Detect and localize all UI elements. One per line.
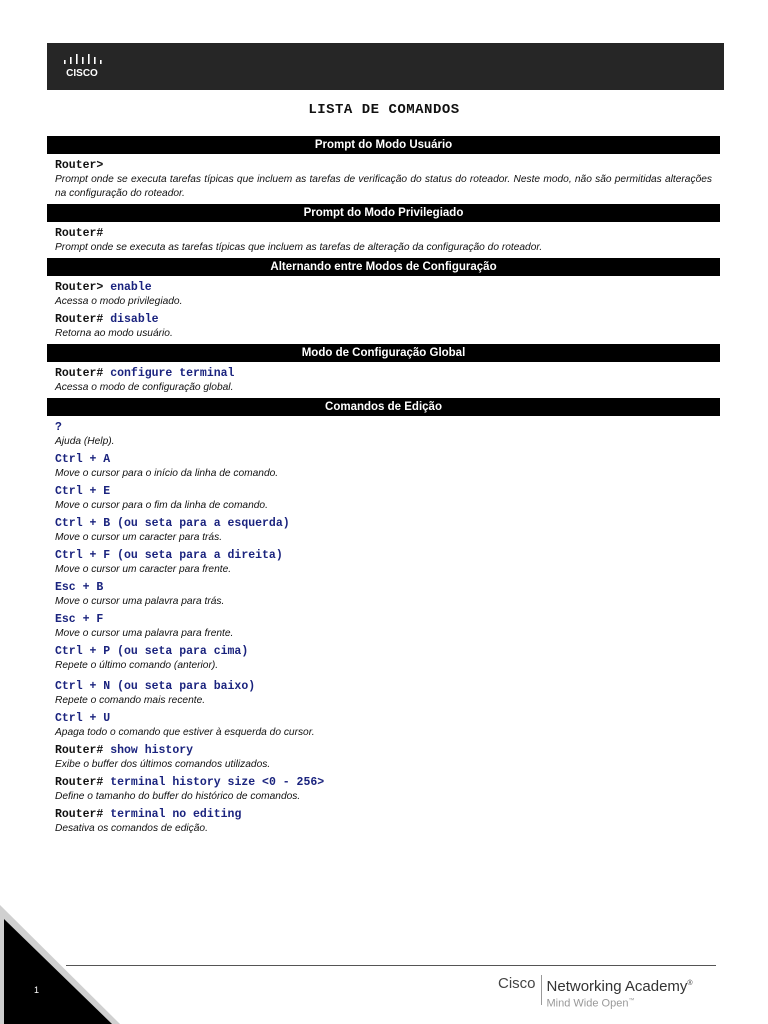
- command-description: Repete o comando mais recente.: [55, 695, 206, 706]
- command-entry: [55, 280, 712, 309]
- command-description: Move o cursor para o fim da linha de comando.: [55, 500, 268, 511]
- command-entry: [55, 711, 712, 740]
- command-prompt: Router#: [55, 227, 104, 240]
- command-description: Ajuda (Help).: [55, 436, 115, 447]
- command-keyword: disable: [110, 313, 159, 326]
- command-line: [55, 420, 712, 435]
- command-description: Apaga todo o comando que estiver à esquerda do cursor.: [55, 727, 315, 738]
- command-line: [55, 580, 712, 595]
- command-section: [47, 204, 720, 255]
- command-entry: [55, 516, 712, 545]
- command-description: Repete o último comando (anterior).: [55, 660, 219, 671]
- command-description: Move o cursor um caracter para frente.: [55, 564, 232, 575]
- command-keyword: Esc + B: [55, 581, 104, 594]
- command-keyword: Ctrl + A: [55, 453, 111, 466]
- command-keyword: ?: [55, 421, 62, 434]
- command-section: [47, 136, 720, 201]
- page-number: 1: [34, 985, 40, 995]
- brand-cisco: Cisco: [498, 975, 536, 992]
- footer-divider: [66, 965, 716, 966]
- command-entry: [55, 644, 712, 673]
- command-entry: [55, 452, 712, 481]
- page-title: LISTA DE COMANDOS: [308, 102, 460, 118]
- command-description: Exibe o buffer dos últimos comandos utilizados.: [55, 759, 271, 770]
- cisco-logo: [61, 52, 111, 85]
- cisco-bridge-icon: [61, 52, 111, 80]
- command-description: Prompt onde se executa tarefas típicas que incluem as tarefas de verificação do status do roteador. Neste modo, não são permitidas alterações na configuração do roteador.: [55, 174, 712, 199]
- command-keyword: Ctrl + N (ou seta para baixo): [55, 680, 256, 693]
- command-prompt: Router#: [55, 367, 104, 380]
- command-line: [55, 484, 712, 499]
- command-line: [55, 711, 712, 726]
- command-section: [47, 344, 720, 395]
- command-entry: [55, 484, 712, 513]
- command-prompt: Router#: [55, 808, 104, 821]
- command-list: [47, 136, 720, 839]
- command-prompt: Router#: [55, 313, 104, 326]
- command-entry: [55, 548, 712, 577]
- section-heading: Modo de Configuração Global: [47, 344, 720, 362]
- command-description: Acessa o modo de configuração global.: [55, 382, 234, 393]
- command-entry: [55, 312, 712, 341]
- section-heading: Prompt do Modo Usuário: [47, 136, 720, 154]
- command-prompt: Router>: [55, 281, 104, 294]
- section-heading: Alternando entre Modos de Configuração: [47, 258, 720, 276]
- command-section: [47, 398, 720, 836]
- command-keyword: enable: [110, 281, 152, 294]
- command-line: [55, 312, 712, 327]
- command-entry: [55, 158, 712, 201]
- command-entry: [55, 775, 712, 804]
- command-line: [55, 226, 712, 241]
- command-entry: [55, 612, 712, 641]
- brand-right: [547, 975, 693, 1011]
- command-line: [55, 807, 712, 822]
- command-entry: [55, 679, 712, 708]
- command-description: Retorna ao modo usuário.: [55, 328, 173, 339]
- brand-separator: [541, 975, 542, 1005]
- section-body: [47, 416, 720, 836]
- command-keyword: Ctrl + B (ou seta para a esquerda): [55, 517, 290, 530]
- command-description: Move o cursor para o início da linha de comando.: [55, 468, 279, 479]
- command-prompt: Router#: [55, 744, 104, 757]
- command-description: Move o cursor um caracter para trás.: [55, 532, 223, 543]
- brand-tagline: Mind Wide Open™: [546, 997, 635, 1010]
- section-heading: Prompt do Modo Privilegiado: [47, 204, 720, 222]
- command-description: Move o cursor uma palavra para frente.: [55, 628, 234, 639]
- brand-academy: Networking Academy®: [546, 978, 693, 995]
- command-keyword: terminal history size <0 - 256>: [110, 776, 325, 789]
- command-keyword: Ctrl + P (ou seta para cima): [55, 645, 249, 658]
- command-description: Desativa os comandos de edição.: [55, 823, 208, 834]
- command-keyword: show history: [110, 744, 194, 757]
- command-keyword: Ctrl + E: [55, 485, 111, 498]
- section-body: [47, 362, 720, 395]
- command-description: Move o cursor uma palavra para trás.: [55, 596, 225, 607]
- command-line: [55, 775, 712, 790]
- command-description: Define o tamanho do buffer do histórico de comandos.: [55, 791, 301, 802]
- command-line: [55, 679, 712, 694]
- command-line: [55, 612, 712, 627]
- command-keyword: Esc + F: [55, 613, 104, 626]
- command-keyword: terminal no editing: [110, 808, 242, 821]
- command-line: [55, 516, 712, 531]
- command-entry: [55, 226, 712, 255]
- command-line: [55, 452, 712, 467]
- command-keyword: Ctrl + U: [55, 712, 111, 725]
- header-bar: [47, 43, 724, 90]
- command-entry: [55, 580, 712, 609]
- command-description: Acessa o modo privilegiado.: [55, 296, 183, 307]
- command-keyword: Ctrl + F (ou seta para a direita): [55, 549, 283, 562]
- command-line: [55, 366, 712, 381]
- command-keyword: configure terminal: [110, 367, 235, 380]
- command-entry: [55, 366, 712, 395]
- command-line: [55, 644, 712, 659]
- footer-brand: [498, 975, 693, 1011]
- section-body: [47, 154, 720, 201]
- command-line: [55, 743, 712, 758]
- command-entry: [55, 743, 712, 772]
- command-prompt: Router>: [55, 159, 104, 172]
- command-description: Prompt onde se executa as tarefas típicas que incluem as tarefas de alteração da configuração do roteador.: [55, 242, 543, 253]
- logo-text: CISCO: [66, 68, 98, 79]
- command-line: [55, 158, 712, 173]
- command-entry: [55, 420, 712, 449]
- command-prompt: Router#: [55, 776, 104, 789]
- section-body: [47, 276, 720, 341]
- command-line: [55, 280, 712, 295]
- section-heading: Comandos de Edição: [47, 398, 720, 416]
- command-line: [55, 548, 712, 563]
- command-entry: [55, 807, 712, 836]
- command-section: [47, 258, 720, 341]
- section-body: [47, 222, 720, 255]
